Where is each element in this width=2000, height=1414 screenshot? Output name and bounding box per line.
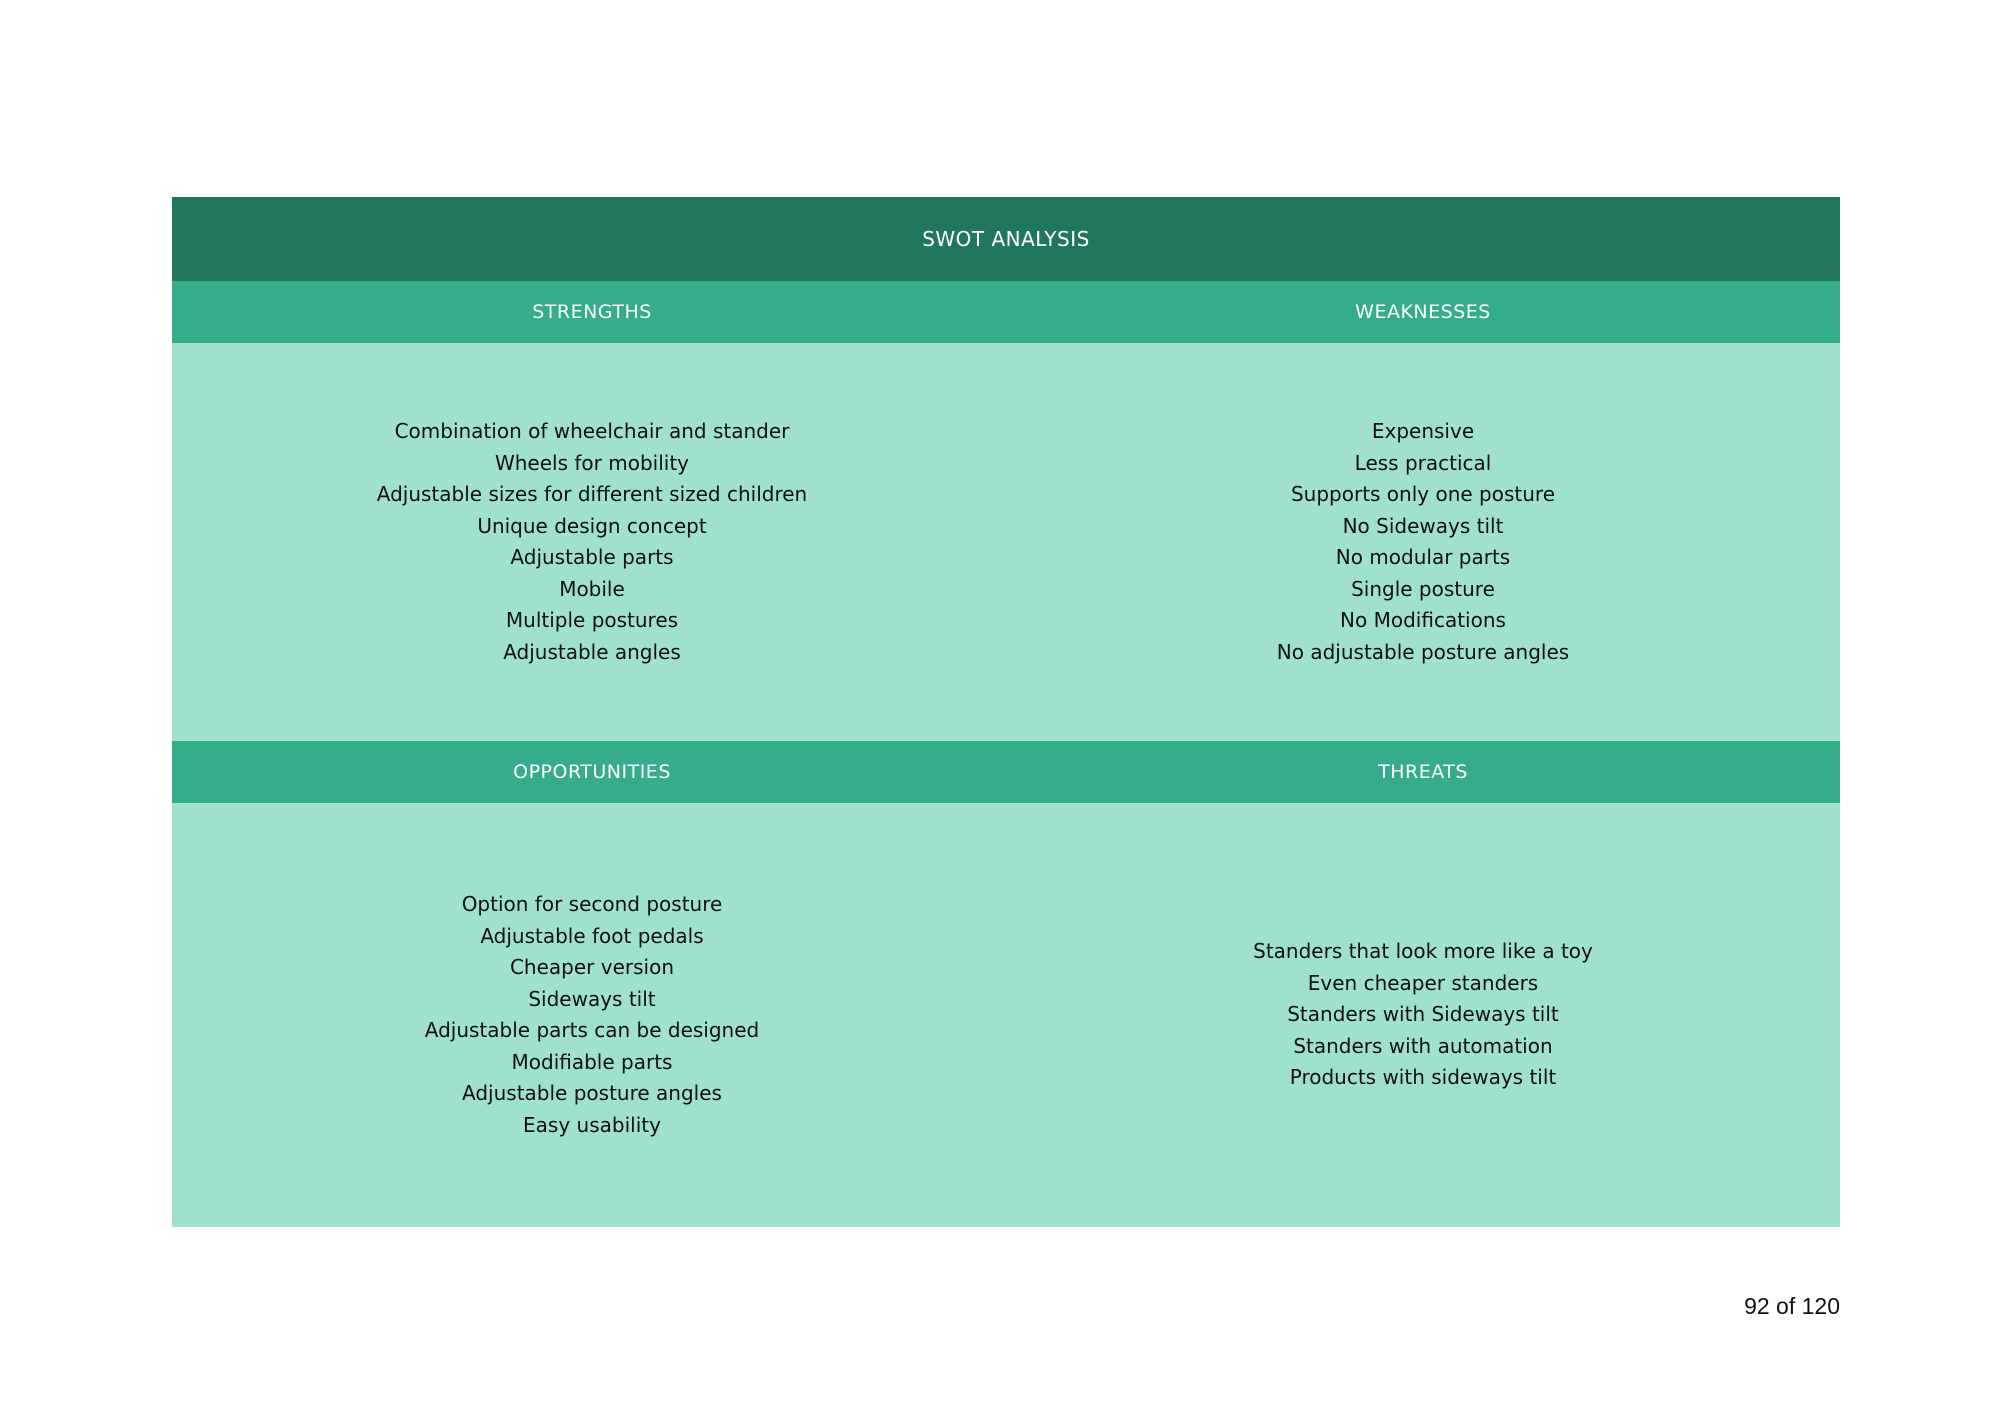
threats-cell — [1006, 803, 1840, 1227]
list-item: Products with sideways tilt — [1289, 1065, 1557, 1090]
top-body-row — [172, 343, 1840, 741]
list-item: Standers with automation — [1293, 1033, 1553, 1058]
weaknesses-cell — [1006, 343, 1840, 741]
list-item: Standers with Sideways tilt — [1287, 1002, 1559, 1027]
top-heading-row — [172, 281, 1840, 343]
list-item: Mobile — [559, 576, 625, 601]
list-item: No modular parts — [1335, 545, 1511, 569]
strengths-heading: STRENGTHS — [532, 301, 652, 323]
list-item: Expensive — [1371, 419, 1475, 443]
list-item: No adjustable posture angles — [1276, 639, 1570, 664]
list-item: Combination of wheelchair and stander — [394, 419, 790, 443]
list-item: Supports only one posture — [1290, 482, 1556, 506]
weaknesses-heading: WEAKNESSES — [1355, 301, 1491, 323]
list-item: Option for second posture — [461, 892, 723, 916]
list-item: Single posture — [1351, 576, 1495, 601]
strengths-cell — [172, 343, 1012, 741]
list-item: Unique design concept — [477, 513, 707, 538]
list-item: Cheaper version — [509, 955, 675, 979]
swot-title: SWOT ANALYSIS — [172, 197, 1840, 281]
opportunities-list — [425, 889, 759, 1141]
bottom-body-row — [172, 803, 1840, 1227]
list-item: Easy usability — [523, 1112, 661, 1137]
list-item: Sideways tilt — [528, 986, 656, 1011]
bottom-heading-row — [172, 741, 1840, 803]
list-item: Adjustable parts — [510, 545, 674, 569]
opportunities-cell — [172, 803, 1012, 1227]
strengths-list — [377, 416, 807, 668]
page-number: 92 of 120 — [1744, 1293, 1840, 1319]
list-item: Multiple postures — [505, 608, 679, 632]
list-item: Adjustable foot pedals — [480, 923, 704, 948]
list-item: No Modifications — [1340, 608, 1506, 632]
threats-list — [1253, 936, 1593, 1094]
weaknesses-list — [1277, 416, 1569, 668]
list-item: Standers that look more like a toy — [1253, 939, 1593, 964]
list-item: Adjustable sizes for different sized children — [376, 482, 808, 506]
list-item: Adjustable angles — [503, 639, 681, 664]
swot-table — [172, 197, 1840, 1227]
threats-heading: THREATS — [1378, 761, 1468, 783]
list-item: Wheels for mobility — [494, 450, 689, 475]
list-item: Even cheaper standers — [1307, 970, 1539, 995]
list-item: Adjustable parts can be designed — [424, 1018, 760, 1042]
opportunities-heading: OPPORTUNITIES — [513, 761, 671, 783]
list-item: Less practical — [1354, 450, 1492, 475]
list-item: No Sideways tilt — [1342, 513, 1504, 538]
list-item: Adjustable posture angles — [462, 1081, 722, 1105]
list-item: Modifiable parts — [511, 1049, 673, 1074]
